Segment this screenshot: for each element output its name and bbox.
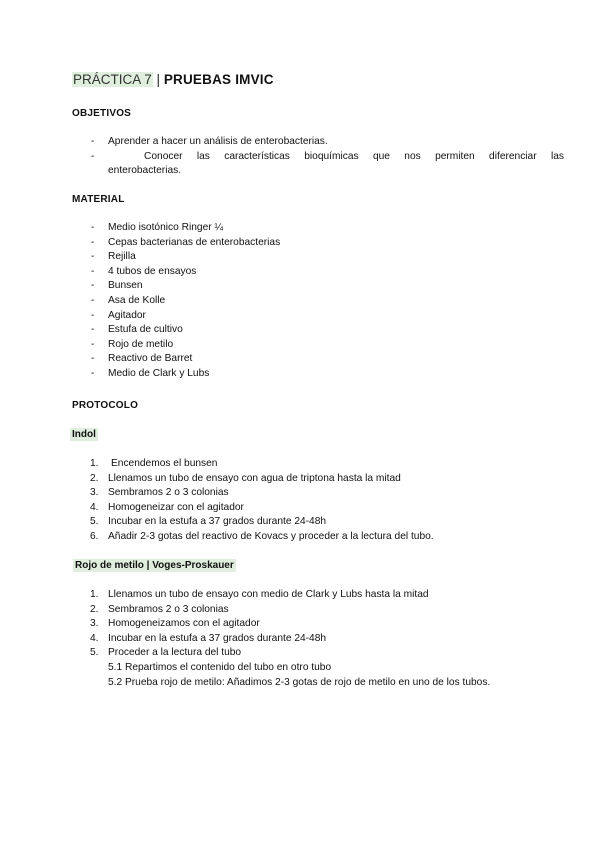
list-item: 4. Incubar en la estufa a 37 grados durante 24-48h <box>90 632 327 644</box>
list-item: 2. Sembramos 2 o 3 colonias <box>90 603 229 615</box>
list-item: 2. Llenamos un tubo de ensayo con agua de triptona hasta la mitad <box>90 472 401 484</box>
list-item: - Estufa de cultivo <box>91 324 183 336</box>
material-list <box>72 221 532 382</box>
objetivos-list <box>72 135 564 179</box>
list-item: 5. Proceder a la lectura del tubo <box>90 647 242 659</box>
list-item: 1. Llenamos un tubo de ensayo con medio de Clark y Lubs hasta la mitad <box>90 589 429 600</box>
list-item: - Rojo de metilo <box>91 338 174 350</box>
indol-steps <box>72 457 532 545</box>
list-item: - Asa de Kolle <box>91 294 166 306</box>
list-item: - Conocer las características bioquímicas que nos permiten diferenciar las enterobacterias. <box>91 150 564 177</box>
list-item: - Rejilla <box>91 251 136 263</box>
indol-subheading: Indol <box>72 429 96 440</box>
rojo-metilo-steps <box>72 588 532 661</box>
list-item: 1. Encendemos el bunsen <box>90 458 218 469</box>
list-item: 3. Homogeneizamos con el agitador <box>90 618 260 630</box>
substep-5-2: 5.2 Prueba rojo de metilo: Añadimos 2-3 gotas de rojo de metilo en uno de los tubos. <box>108 677 491 688</box>
list-item: 5. Incubar en la estufa a 37 grados durante 24-48h <box>90 516 327 528</box>
list-item: - Aprender a hacer un análisis de enterobacterias. <box>91 136 328 147</box>
protocolo-heading: PROTOCOLO <box>72 400 139 411</box>
list-item: - 4 tubos de ensayos <box>91 265 197 277</box>
list-item: - Reactivo de Barret <box>91 353 193 365</box>
objetivos-heading: OBJETIVOS <box>72 108 132 119</box>
list-item: 3. Sembramos 2 o 3 colonias <box>90 487 229 499</box>
material-heading: MATERIAL <box>72 194 125 205</box>
list-item: - Medio de Clark y Lubs <box>91 367 210 379</box>
list-item: - Agitador <box>91 309 146 321</box>
list-item: 4. Homogeneizar con el agitador <box>90 501 244 513</box>
rojo-metilo-subheading: Rojo de metilo | Voges-Proskauer <box>75 560 234 571</box>
list-item: - Cepas bacterianas de enterobacterias <box>91 236 281 248</box>
practice-number: PRÁCTICA 7 <box>73 72 152 87</box>
substep-5-1: 5.1 Repartimos el contenido del tubo en otro tubo <box>108 662 332 673</box>
title-separator: | <box>156 72 161 87</box>
page-title <box>72 72 274 87</box>
practice-name: PRUEBAS IMVIC <box>163 72 274 87</box>
list-item: 6. Añadir 2-3 gotas del reactivo de Kovacs y proceder a la lectura del tubo. <box>90 530 434 542</box>
list-item: - Medio isotónico Ringer ¼ <box>91 222 223 233</box>
list-item: - Bunsen <box>91 280 143 292</box>
